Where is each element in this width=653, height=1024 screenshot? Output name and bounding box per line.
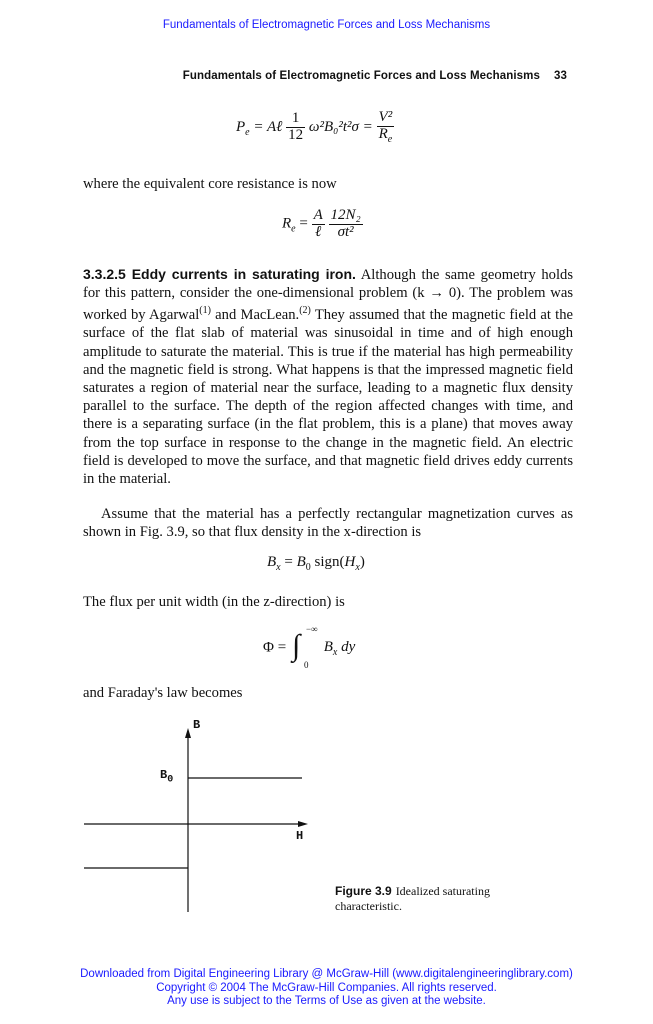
eq1-rhs-fraction: $\frac{\text{V²}}{R_e}$ [378, 109, 393, 145]
figure-caption-text: Idealized saturating characteristic. [335, 884, 490, 913]
equation-flux-integral: Φ = ∫ −∞ 0 $B_x$ dy [263, 624, 356, 670]
h-axis-label: H [296, 829, 304, 843]
running-head-title: Fundamentals of Electromagnetic Forces and Loss Mechanisms [182, 70, 540, 82]
footer-terms-link[interactable]: Any use is subject to the Terms of Use as given at the website. [167, 995, 486, 1007]
section-paragraph-1: 3.3.2.5 Eddy currents in saturating iron. Although the same geometry holds for this pattern, consider the one-dimensional problem (k → 0). The problem was worked by Agarwal$^{(1)}$ and MacLean.$^{(2)}$ They assumed that the magnetic field at the surface of the flat slab of material was sinusoidal in time and of high enough amplitude to saturate the material. This is true if the material has high permeability and the magnetic field is strong. What happens is that the impressed magnetic field saturates a region of material near the surface, leading to a magnetic flux density parallel to the surface. The depth of the region affected changes with time, and there is a separating surface (in the flat problem, this is a plane) that moves away from the top surface in response to the change in the magnetic field. An electric field is developed to move the surface, and that magnetic field drives eddy currents in the material. [83, 266, 574, 488]
eq2-fraction-b: $\frac{\text{12N₂}}{\text{σt²}}$ [330, 207, 361, 240]
h-axis-arrow [298, 821, 308, 827]
section-heading: 3.3.2.5 Eddy currents in saturating iron. [83, 266, 356, 282]
faraday-intro: and Faraday's law becomes [83, 685, 243, 701]
page-number: 33 [554, 70, 567, 82]
eq2-fraction-a: $\frac{A}{\text{ℓ}}$ [313, 207, 323, 240]
eq1-body: ω²B₀²t²σ = [308, 119, 373, 136]
running-head [183, 70, 567, 82]
footer-notice [0, 968, 653, 1009]
footer-copyright: Copyright © 2004 The McGraw-Hill Companies. All rights reserved. [156, 981, 497, 994]
bh-curve-figure [80, 718, 320, 918]
b-axis-label: B [193, 718, 201, 732]
equation-power-loss [236, 110, 394, 145]
core-resistance-intro: where the equivalent core resistance is now [83, 176, 337, 192]
figure-caption [335, 884, 545, 914]
eq1-lhs-sub: e [245, 127, 250, 139]
integral-sign: ∫ −∞ 0 [291, 624, 318, 670]
top-banner-link[interactable]: Fundamentals of Electromagnetic Forces and Loss Mechanisms [162, 19, 491, 31]
eq1-lhs: P [236, 119, 246, 136]
footer-download-link[interactable]: Downloaded from Digital Engineering Library @ McGraw-Hill (www.digitalengineeringlibrary.com) [80, 968, 573, 980]
b0-label: $B_0$ [160, 768, 174, 786]
eq1-mid: = Aℓ [253, 119, 283, 136]
figure-caption-label: Figure 3.9 [335, 884, 392, 898]
eq1-fraction: $\frac{1}{12}$ [288, 110, 304, 144]
reference-2: (2) [299, 305, 311, 317]
flux-intro: The flux per unit width (in the z-direction) is [83, 594, 345, 610]
section-paragraph-2: Assume that the material has a perfectly rectangular magnetization curves as shown in Fig. 3.9, so that flux density in the x-direction is [83, 506, 573, 541]
b-axis-arrow [185, 728, 191, 738]
equation-flux-density: $B_x = B_0$ $sign(H_x)$ [267, 554, 365, 573]
reference-1: (1) [199, 305, 211, 317]
equation-core-resistance: $R_e$ = $\frac{A}{\text{ℓ}}$ $\frac{\text{12N₂}}{\text{σt²}}$ [282, 207, 361, 240]
